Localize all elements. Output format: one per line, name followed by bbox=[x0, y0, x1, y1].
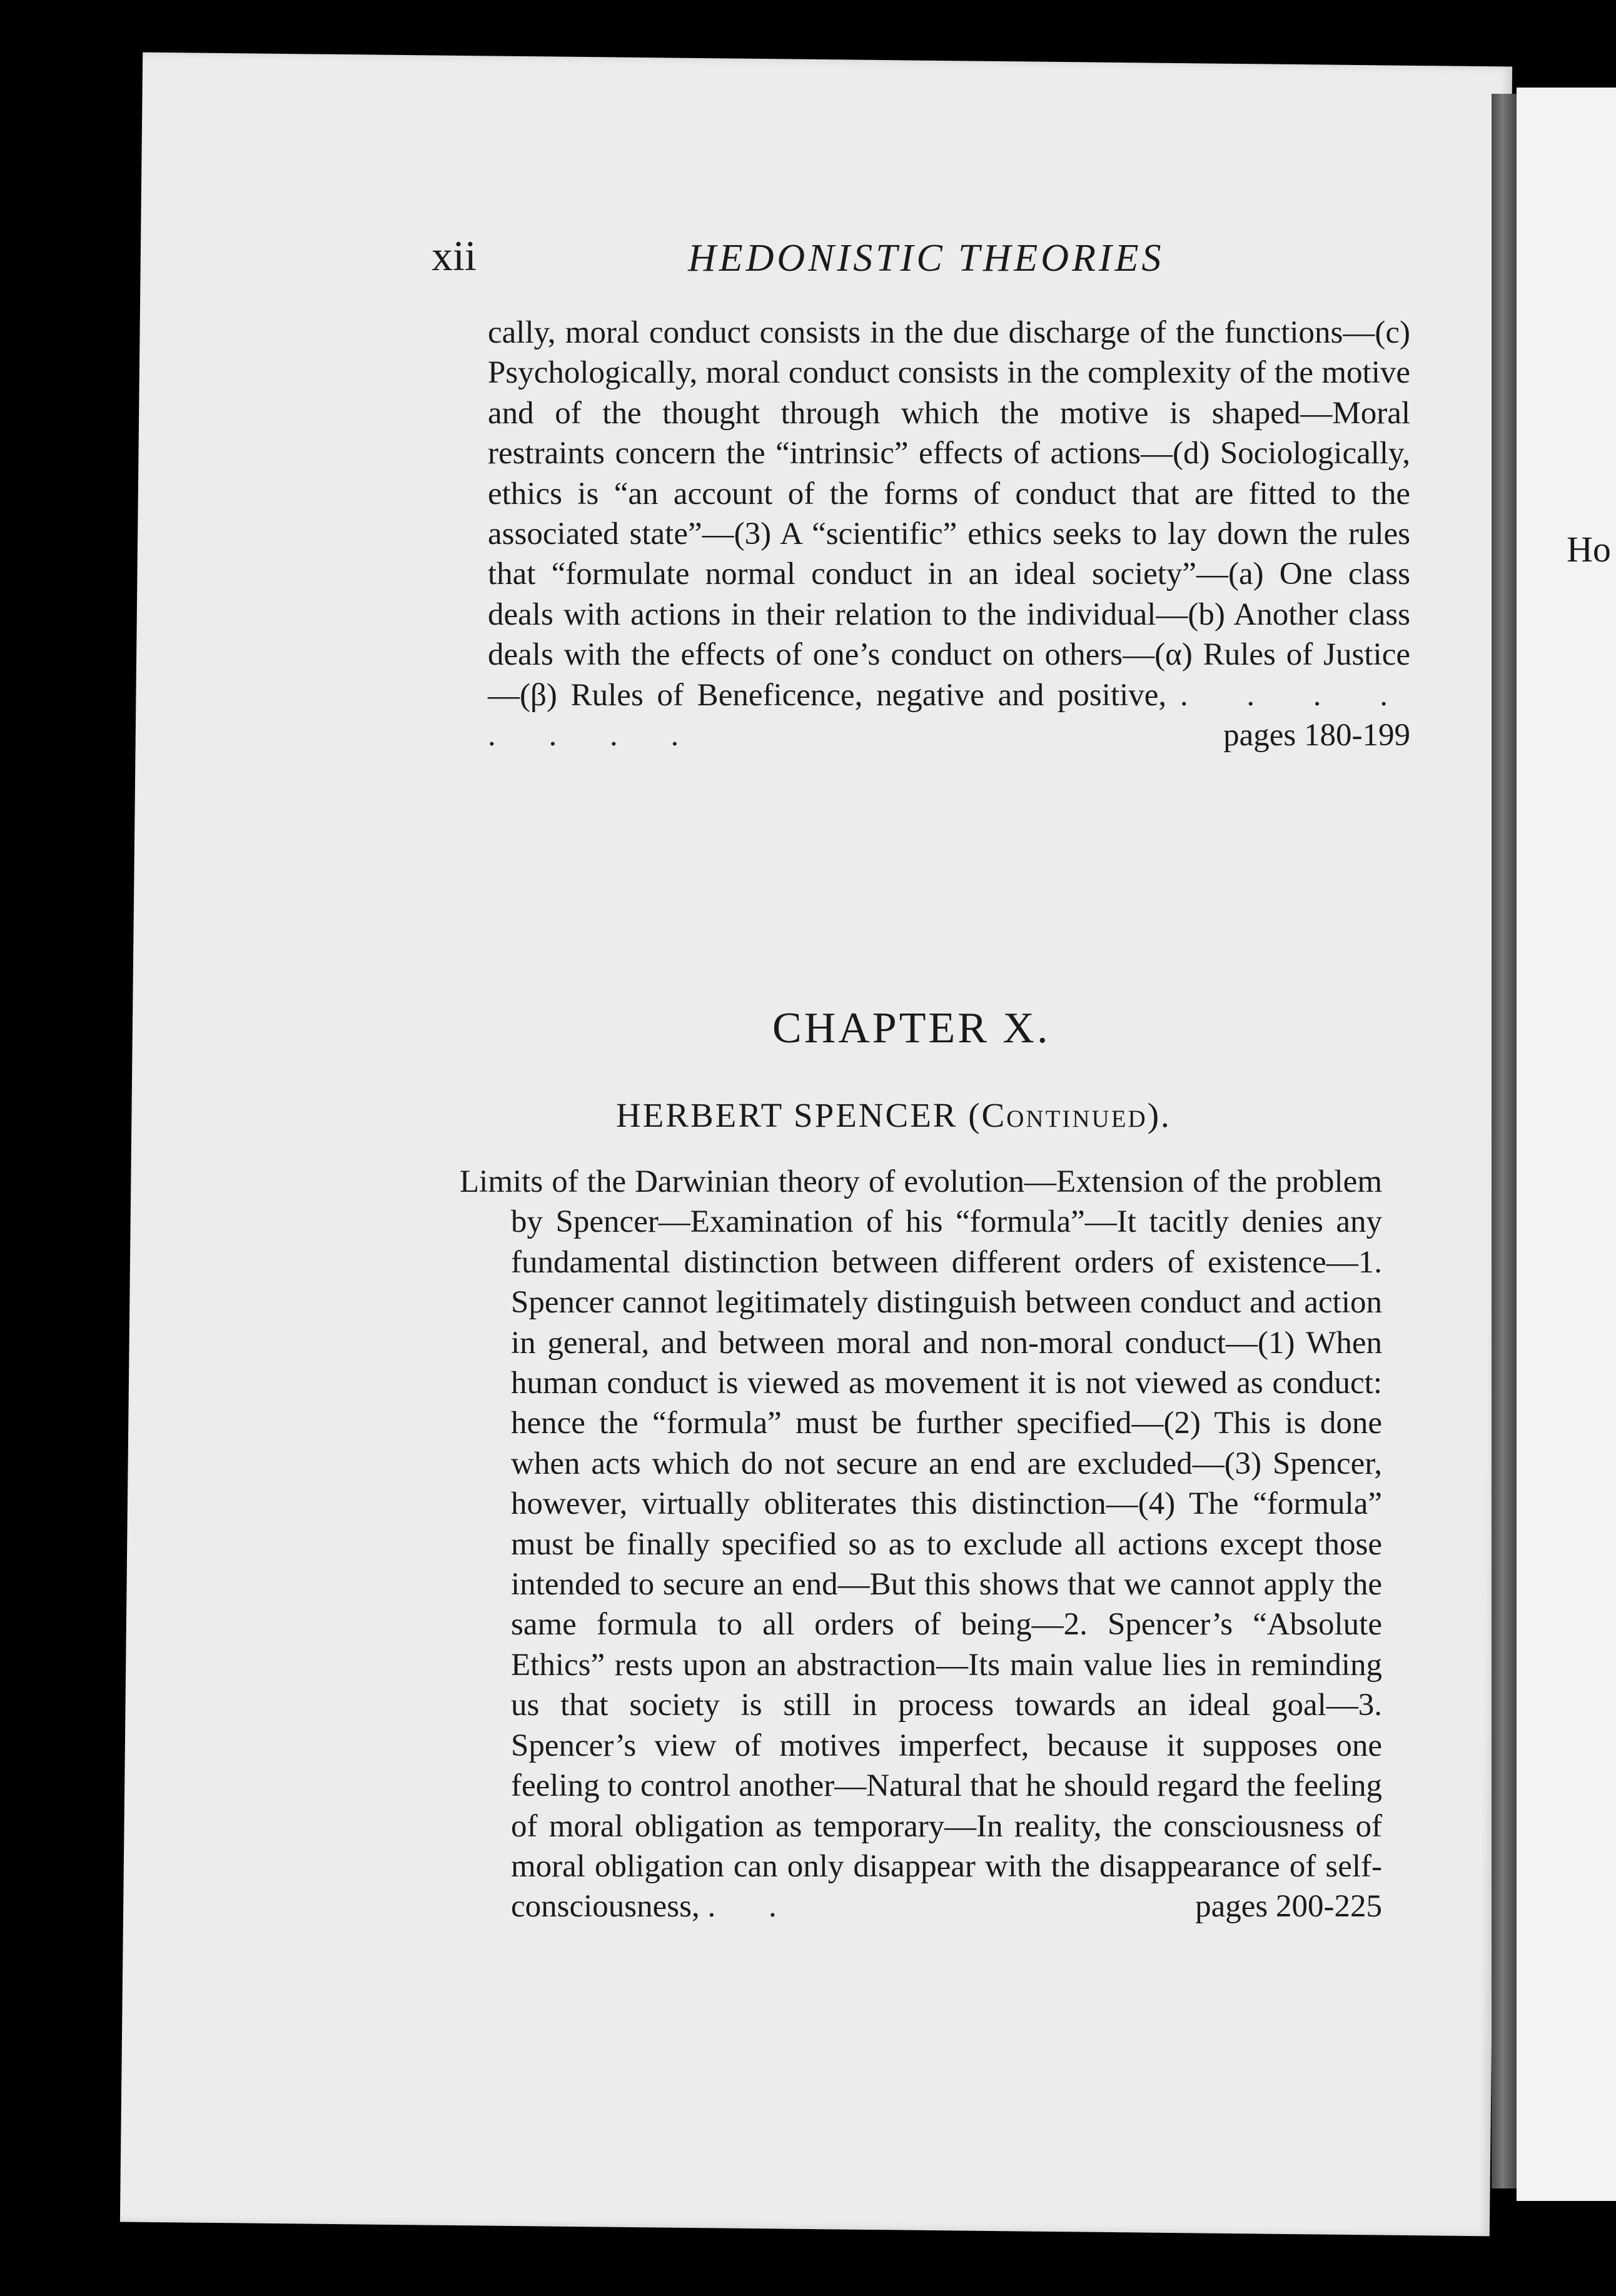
continued-summary-paragraph bbox=[488, 313, 1410, 755]
subheading-main: HERBERT SPENCER bbox=[616, 1096, 958, 1134]
page-range: pages 180-199 bbox=[1223, 718, 1410, 753]
running-title: HEDONISTIC THEORIES bbox=[688, 237, 1164, 279]
dot-leader: . . . . . . . . bbox=[488, 677, 1411, 753]
page-number: xii bbox=[432, 232, 477, 279]
chapter-summary-text: Limits of the Darwinian theory of evolution—Extension of the problem by Spencer—Examination of his “formula”—It tacitly denies any fundamental distinction between different orders of existence—1. Spencer cannot legitimately distinguish between conduct and action in general, and between moral and non-moral conduct—(1) When human conduct is viewed as movement it is not viewed as conduct: hence the “formula” must be further specified—(2) This is done when acts which do not secure an end are excluded—(3) Spencer, however, virtually obliterates this distinction—(4) The “formula” must be finally specified so as to exclude all actions except those intended to secure an end—But this shows that we cannot apply the same formula to all orders of being—2. Spencer’s “Absolute Ethics” rests upon an abstraction—Its main value lies in reminding us that society is still in process towards an ideal goal—3. Spencer’s view of motives imperfect, because it supposes one feeling to control another—Natural that he should regard the feeling of moral obligation as temporary—In reality, the consciousness of moral obligation can only disappear with the disappearance of self-consciousness, bbox=[460, 1164, 1382, 1925]
facing-page bbox=[1517, 88, 1616, 2201]
page-range: pages 200-225 bbox=[1195, 1889, 1382, 1925]
chapter-heading: CHAPTER X. bbox=[772, 1004, 1051, 1052]
chapter-subheading bbox=[616, 1095, 1171, 1135]
running-head bbox=[432, 231, 1213, 288]
continued-summary-text: cally, moral conduct consists in the due discharge of the functions—(c) Psychologically, moral conduct consists in the complexity of the motive and of the thought through which the motive is shaped—Moral restraints concern the “intrinsic” effects of actions—(d) Sociologically, ethics is “an account of the forms of conduct that are fitted to the associated state”—(3) A “scientific” ethics seeks to lay down the rules that “formulate normal conduct in an ideal society”—(a) One class deals with actions in their relation to the individual—(b) Another class deals with the effects of one’s conduct on others—(α) Rules of Justice—(β) Rules of Beneficence, negative and positive, bbox=[488, 315, 1410, 713]
facing-page-fragment: Ho bbox=[1567, 529, 1611, 570]
dot-leader: . . bbox=[707, 1889, 799, 1925]
continued-summary bbox=[488, 313, 1410, 755]
subheading-paren: (Continued). bbox=[968, 1096, 1171, 1134]
chapter-summary bbox=[460, 1162, 1382, 1927]
book-spine bbox=[1492, 94, 1519, 2188]
chapter-summary-paragraph bbox=[460, 1162, 1382, 1927]
